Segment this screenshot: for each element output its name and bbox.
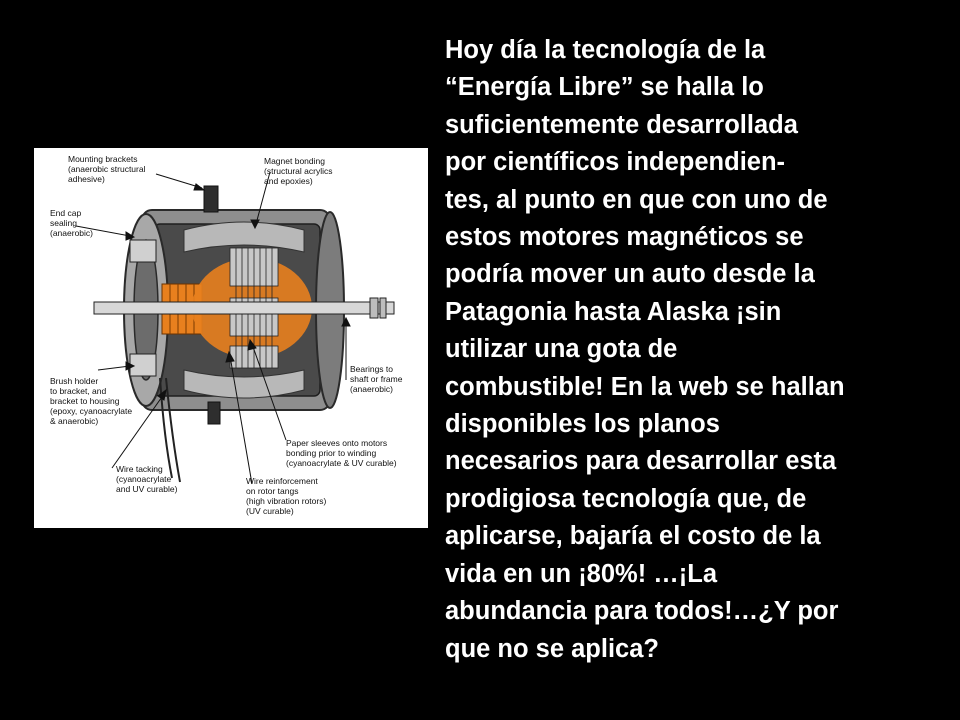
text-line: por científicos independien- [445, 148, 786, 177]
text-line: vida en un ¡80%! …¡La [445, 559, 718, 588]
text-line: podría mover un auto desde la [445, 260, 815, 289]
motor-diagram [34, 148, 428, 528]
text-line: Patagonia hasta Alaska ¡sin [445, 297, 782, 326]
text-line: estos motores magnéticos se [445, 223, 804, 252]
mounting-bracket-top [204, 186, 218, 212]
text-line: disponibles los planos [445, 410, 720, 439]
text-line: necesarios para desarrollar esta [445, 447, 837, 476]
text-line: tes, al punto en que con uno de [445, 185, 828, 214]
slide-body-text [445, 32, 955, 668]
label-mounting-brackets: Mounting brackets (anaerobic structural adhesive) [68, 154, 146, 184]
label-bearings: Bearings to shaft or frame (anaerobic) [350, 364, 403, 394]
label-wire-tacking: Wire tacking (cyanoacrylate and UV curable) [116, 464, 178, 494]
text-line: prodigiosa tecnología que, de [445, 484, 807, 513]
text-line: “Energía Libre” se halla lo [445, 73, 764, 102]
label-paper-sleeves: Paper sleeves onto motors bonding prior to winding (cyanoacrylate & UV curable) [286, 438, 397, 468]
text-line: combustible! En la web se hallan [445, 372, 845, 401]
brush-block-top [130, 240, 156, 262]
brush-block-bottom [130, 354, 156, 376]
label-magnet-bonding: Magnet bonding (structural acrylics and epoxies) [264, 156, 333, 186]
label-brush-holder: Brush holder to bracket, and bracket to housing (epoxy, cyanoacrylate & anaerobic) [50, 376, 133, 426]
text-line: que no se aplica? [445, 634, 659, 663]
text-line: suficientemente desarrollada [445, 110, 798, 139]
label-end-cap-sealing: End cap sealing (anaerobic) [50, 208, 93, 238]
motor-shaft [94, 302, 394, 314]
text-line: Hoy día la tecnología de la [445, 36, 766, 64]
text-line: abundancia para todos!…¿Y por [445, 597, 839, 626]
label-wire-reinforcement: Wire reinforcement on rotor tangs (high vibration rotors) (UV curable) [246, 476, 327, 516]
motor-illustration [34, 148, 428, 528]
mounting-bracket-bottom [208, 402, 220, 424]
text-line: utilizar una gota de [445, 335, 678, 364]
text-line: aplicarse, bajaría el costo de la [445, 522, 821, 551]
